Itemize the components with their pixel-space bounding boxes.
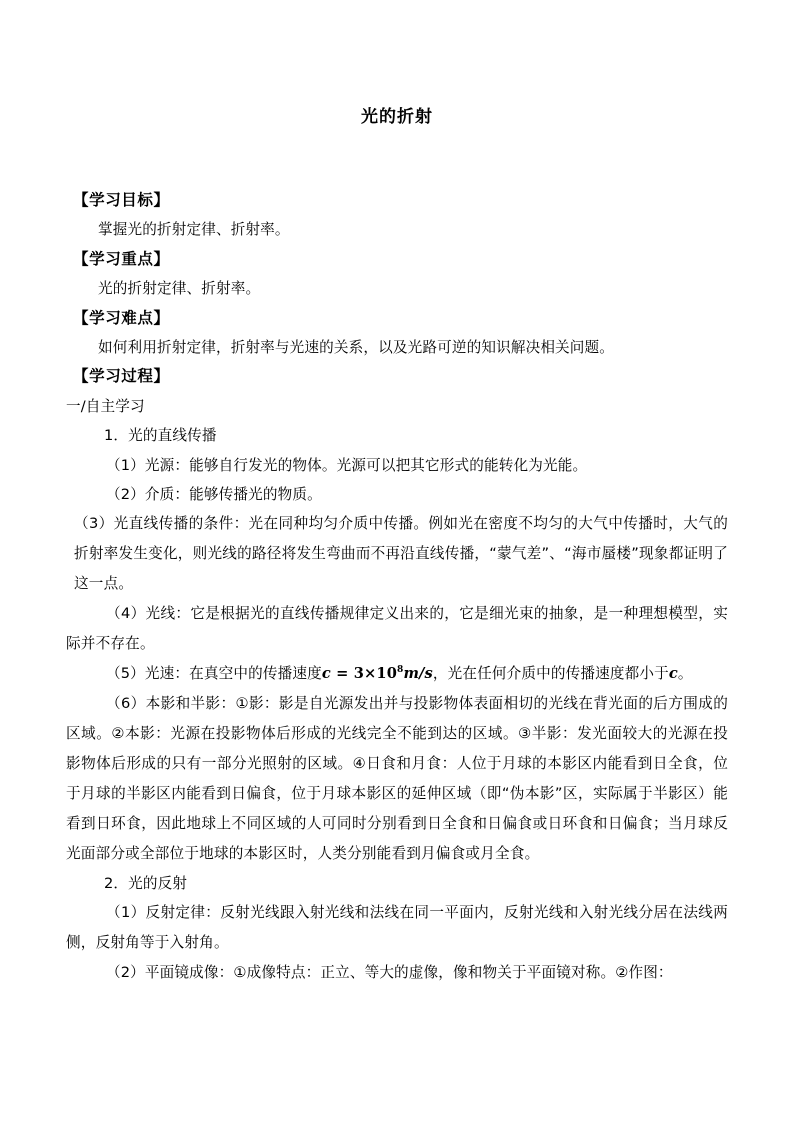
formula-unit: m/s: [403, 665, 433, 683]
formula-exponent: 8: [397, 665, 404, 676]
focus-text: 光的折射定律、折射率。: [98, 280, 261, 298]
section-2-title: 2．光的反射: [104, 874, 188, 892]
formula-value: = 3×10: [330, 665, 398, 683]
document-title: 光的折射: [361, 107, 433, 127]
document-body: [66, 186, 728, 988]
section-1-para-4: （4）光线：它是根据光的直线传播规律定义出来的，它是细光束的抽象，是一种理想模型，实际并不存在。: [66, 605, 728, 653]
section-1-title: 1．光的直线传播: [104, 427, 217, 445]
speed-text-end: 。: [677, 665, 693, 683]
section-1-para-2: （2）介质：能够传播光的物质。: [106, 486, 322, 504]
difficulty-text: 如何利用折射定律，折射率与光速的关系，以及光路可逆的知识解决相关问题。: [98, 339, 615, 357]
difficulty-heading: 【学习难点】: [73, 308, 170, 327]
speed-text-after: ，光在任何介质中的传播速度都小于: [432, 665, 669, 683]
formula-c-2: c: [668, 665, 678, 683]
section-1-para-6: （6）本影和半影：①影：影是自光源发出并与投影物体表面相切的光线在背光面的后方围成的区域。②本影：光源在投影物体后形成的光线完全不能到达的区域。③半影：发光面较大的光源在投影物体后形成的只有一部分光照射的区域。④日食和月食：人位于月球的本影区内能看到日全食，位于月球的半影区内能看到日偏食，位于月球本影区的延伸区域（即“伪本影”区，实际属于半影区）能看到日环食，因此地球上不同区域的人可同时分别看到日全食和日偏食或日环食和日偏食；当月球反光面部分或全部位于地球的本影区时，人类分别能看到月偏食或月全食。: [66, 694, 728, 862]
part-one-label: 一/自主学习: [66, 397, 145, 415]
goal-text: 掌握光的折射定律、折射率。: [98, 221, 290, 239]
section-1-para-1: （1）光源：能够自行发光的物体。光源可以把其它形式的能转化为光能。: [106, 456, 588, 474]
section-1-para-3: （3）光直线传播的条件：光在同种均匀介质中传播。例如光在密度不均匀的大气中传播时，大气的折射率发生变化，则光线的路径将发生弯曲而不再沿直线传播，“蒙气差”、“海市蜃楼”现象都证明了这一点。: [74, 515, 728, 593]
section-1-para-5: [66, 659, 728, 688]
section-2-para-1: （1）反射定律：反射光线跟入射光线和法线在同一平面内，反射光线和入射光线分居在法线两侧，反射角等于入射角。: [66, 904, 728, 952]
section-2-para-2: （2）平面镜成像：①成像特点：正立、等大的虚像，像和物关于平面镜对称。②作图：: [106, 964, 673, 982]
process-heading: 【学习过程】: [73, 367, 170, 386]
formula-c: c: [321, 665, 331, 683]
focus-heading: 【学习重点】: [73, 249, 170, 268]
light-speed-formula: [322, 665, 433, 682]
goal-heading: 【学习目标】: [73, 191, 170, 209]
speed-text-before: （5）光速：在真空中的传播速度: [106, 665, 322, 683]
